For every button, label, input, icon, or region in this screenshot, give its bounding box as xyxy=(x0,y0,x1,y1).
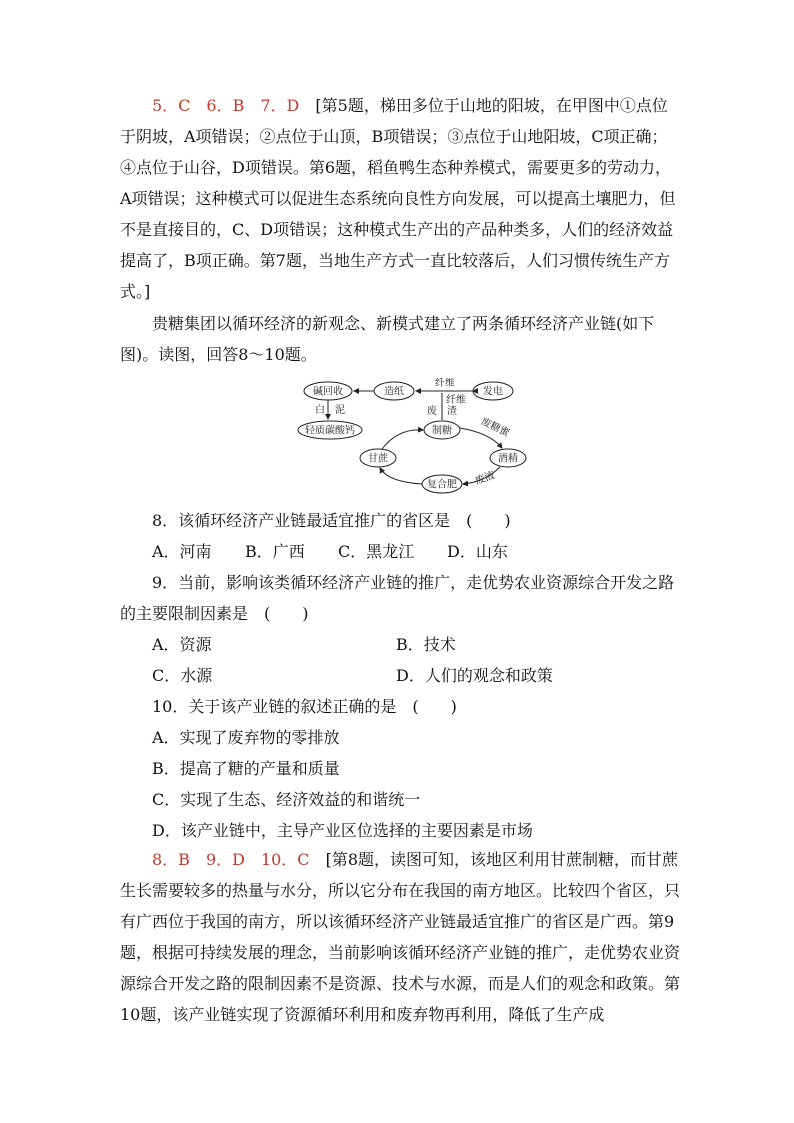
question-intro: 贵糖集团以循环经济的新观念、新模式建立了两条循环经济产业链(如下图)。读图，回答8～10题。 xyxy=(120,314,655,364)
question-10-stem: 10．关于该产业链的叙述正确的是 ( ) xyxy=(152,697,457,716)
q8-option-b[interactable]: B．广西 xyxy=(245,542,305,561)
question-8-stem: 8．该循环经济产业链最适宜推广的省区是 ( ) xyxy=(152,511,511,530)
q8-option-d[interactable]: D．山东 xyxy=(447,542,508,561)
node-fuhefei-label: 复合肥 xyxy=(427,479,457,491)
answers-5-7: 5．C 6．B 7．D xyxy=(152,96,300,115)
node-jiujing-label: 酒精 xyxy=(498,453,518,465)
explanation-8-10-text: [第8题，读图可知，该地区利用甘蔗制糖，而甘蔗生长需要较多的热量与水分，所以它分布在我国的南方地区。比较四个省区，只有广西位于我国的南方，所以该循环经济产业链最适宜推广的省区是广西。第9题，根据可持续发展的理念，当前影响该循环经济产业链的推广，走优势农业资源综合开发之路的限制因素不是资源、技术与水源，而是人们的观念和政策。第10题，该产业链实现了资源循环利用和废弃物再利用，降低了生产成 xyxy=(120,850,681,1024)
q9-option-d[interactable]: D．人们的观念和政策 xyxy=(396,666,553,685)
arrow-fuhefei-to-ganzhe xyxy=(380,468,422,484)
node-fadian-label: 发电 xyxy=(483,386,503,398)
q10-option-d[interactable]: D．该产业链中，主导产业区位选择的主要因素是市场 xyxy=(152,821,533,840)
q9-option-a[interactable]: A．资源 xyxy=(152,635,212,654)
node-ganzhe-label: 甘蔗 xyxy=(368,453,388,465)
answers-8-10: 8．B 9．D 10．C xyxy=(152,850,310,869)
q8-option-a[interactable]: A．河南 xyxy=(152,542,212,561)
label-fei: 废 xyxy=(427,406,437,417)
label-xianwei-top: 纤维 xyxy=(435,378,455,389)
explanation-5-7-text: [第5题，梯田多位于山地的阳坡，在甲图中①点位于阴坡，A项错误；②点位于山顶，B项错误；③点位于山地阳坡，C项正确；④点位于山谷，D项错误。第6题，稻鱼鸭生态种养模式，需要更多的劳动力，A项错误；这种模式可以促进生态系统向良性方向发展，可以提高土壤肥力，但不是直接目的，C、D项错误；这种模式生产出的产品种类多，人们的经济效益提高了，B项正确。第7题，当地生产方式一直比较落后，人们习惯传统生产方式。] xyxy=(120,96,676,301)
label-feitangmi: 废糖蜜 xyxy=(479,416,511,440)
industry-chain-diagram xyxy=(290,378,540,496)
arrow-ganzhe-to-zhitang xyxy=(382,430,423,449)
q10-option-a[interactable]: A．实现了废弃物的零排放 xyxy=(152,728,340,747)
answer-explanation-5-7 xyxy=(120,90,680,307)
label-ni: 泥 xyxy=(335,405,345,416)
q9-option-c[interactable]: C．水源 xyxy=(152,666,213,685)
q10-option-c[interactable]: C．实现了生态、经济效益的和谐统一 xyxy=(152,790,421,809)
label-xianwei-mid: 纤维 xyxy=(446,395,466,406)
node-jianhuishou-label: 碱回收 xyxy=(313,386,343,398)
question-9-stem: 9．当前，影响该类循环经济产业链的推广，走优势农业资源综合开发之路的主要限制因素是 ( ) xyxy=(120,573,675,623)
label-zha: 渣 xyxy=(447,406,457,417)
node-zhitang-label: 制糖 xyxy=(432,425,452,437)
node-qingzhi-label: 轻质碳酸钙 xyxy=(305,425,355,437)
q8-option-c[interactable]: C．黑龙江 xyxy=(338,542,415,561)
answer-explanation-8-10 xyxy=(120,844,680,1030)
label-feiye: 废液 xyxy=(473,470,497,488)
q9-option-b[interactable]: B．技术 xyxy=(396,635,456,654)
q10-option-b[interactable]: B．提高了糖的产量和质量 xyxy=(152,759,340,778)
label-bai: 白 xyxy=(315,405,325,416)
node-zaozhi-label: 造纸 xyxy=(384,386,404,398)
